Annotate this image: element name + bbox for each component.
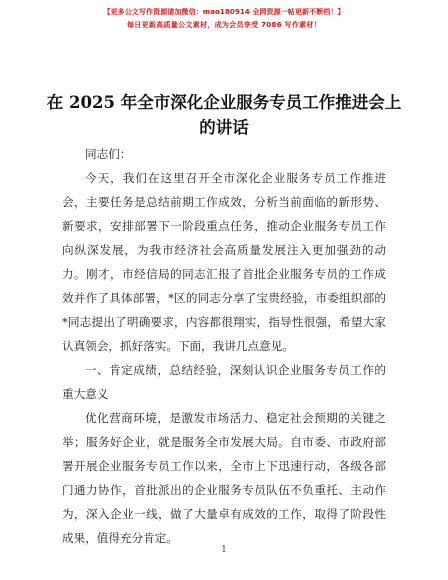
promo-banner bbox=[0, 6, 448, 31]
promo-banner-line-2: 每日更新高质量公文素材，成为会员享受 7086 写作素材！ bbox=[126, 21, 322, 29]
paragraph-section-1: 优化营商环境，是激发市场活力、稳定社会预期的关键之举；服务好企业，就是服务全市发展大局。自市委、市政府部署开展企业服务专员工作以来，全市上下迅速行动，各级各部门通力协作，首批派出的企业服务专员队伍不负重托、主动作为，深入企业一线，做了大量卓有成效的工作，取得了阶段性成果，值得充分肯定。 bbox=[62, 411, 386, 545]
salutation: 同志们： bbox=[85, 147, 132, 161]
promo-banner-line-1: 【更多公文写作资源请加微信：mao180914 全网资源一帖更新不断档！】 bbox=[103, 8, 345, 16]
page-number: 1 bbox=[221, 545, 227, 555]
paragraph-intro: 今天，我们在这里召开全市深化企业服务专员工作推进会，主要任务是总结前期工作成效，分析当前面临的新形势、新要求，安排部署下一阶段重点任务，推动企业服务专员工作向纵深发展，为我市经济社会高质量发展注入更加强劲的动力。刚才，市经信局的同志汇报了首批企业服务专员的工作成效并作了具体部署，*区的同志分享了宝贵经验，市委组织部的*同志提出了明确要求，内容都很翔实，指导性很强，希望大家认真领会，抓好落实。下面，我讲几点意见。 bbox=[62, 171, 386, 353]
section-heading-1: 一、肯定成绩，总结经验，深刻认识企业服务专员工作的重大意义 bbox=[62, 363, 386, 401]
document-body bbox=[62, 142, 386, 550]
document-title: 在 2025 年全市深化企业服务专员工作推进会上的讲话 bbox=[46, 93, 402, 137]
